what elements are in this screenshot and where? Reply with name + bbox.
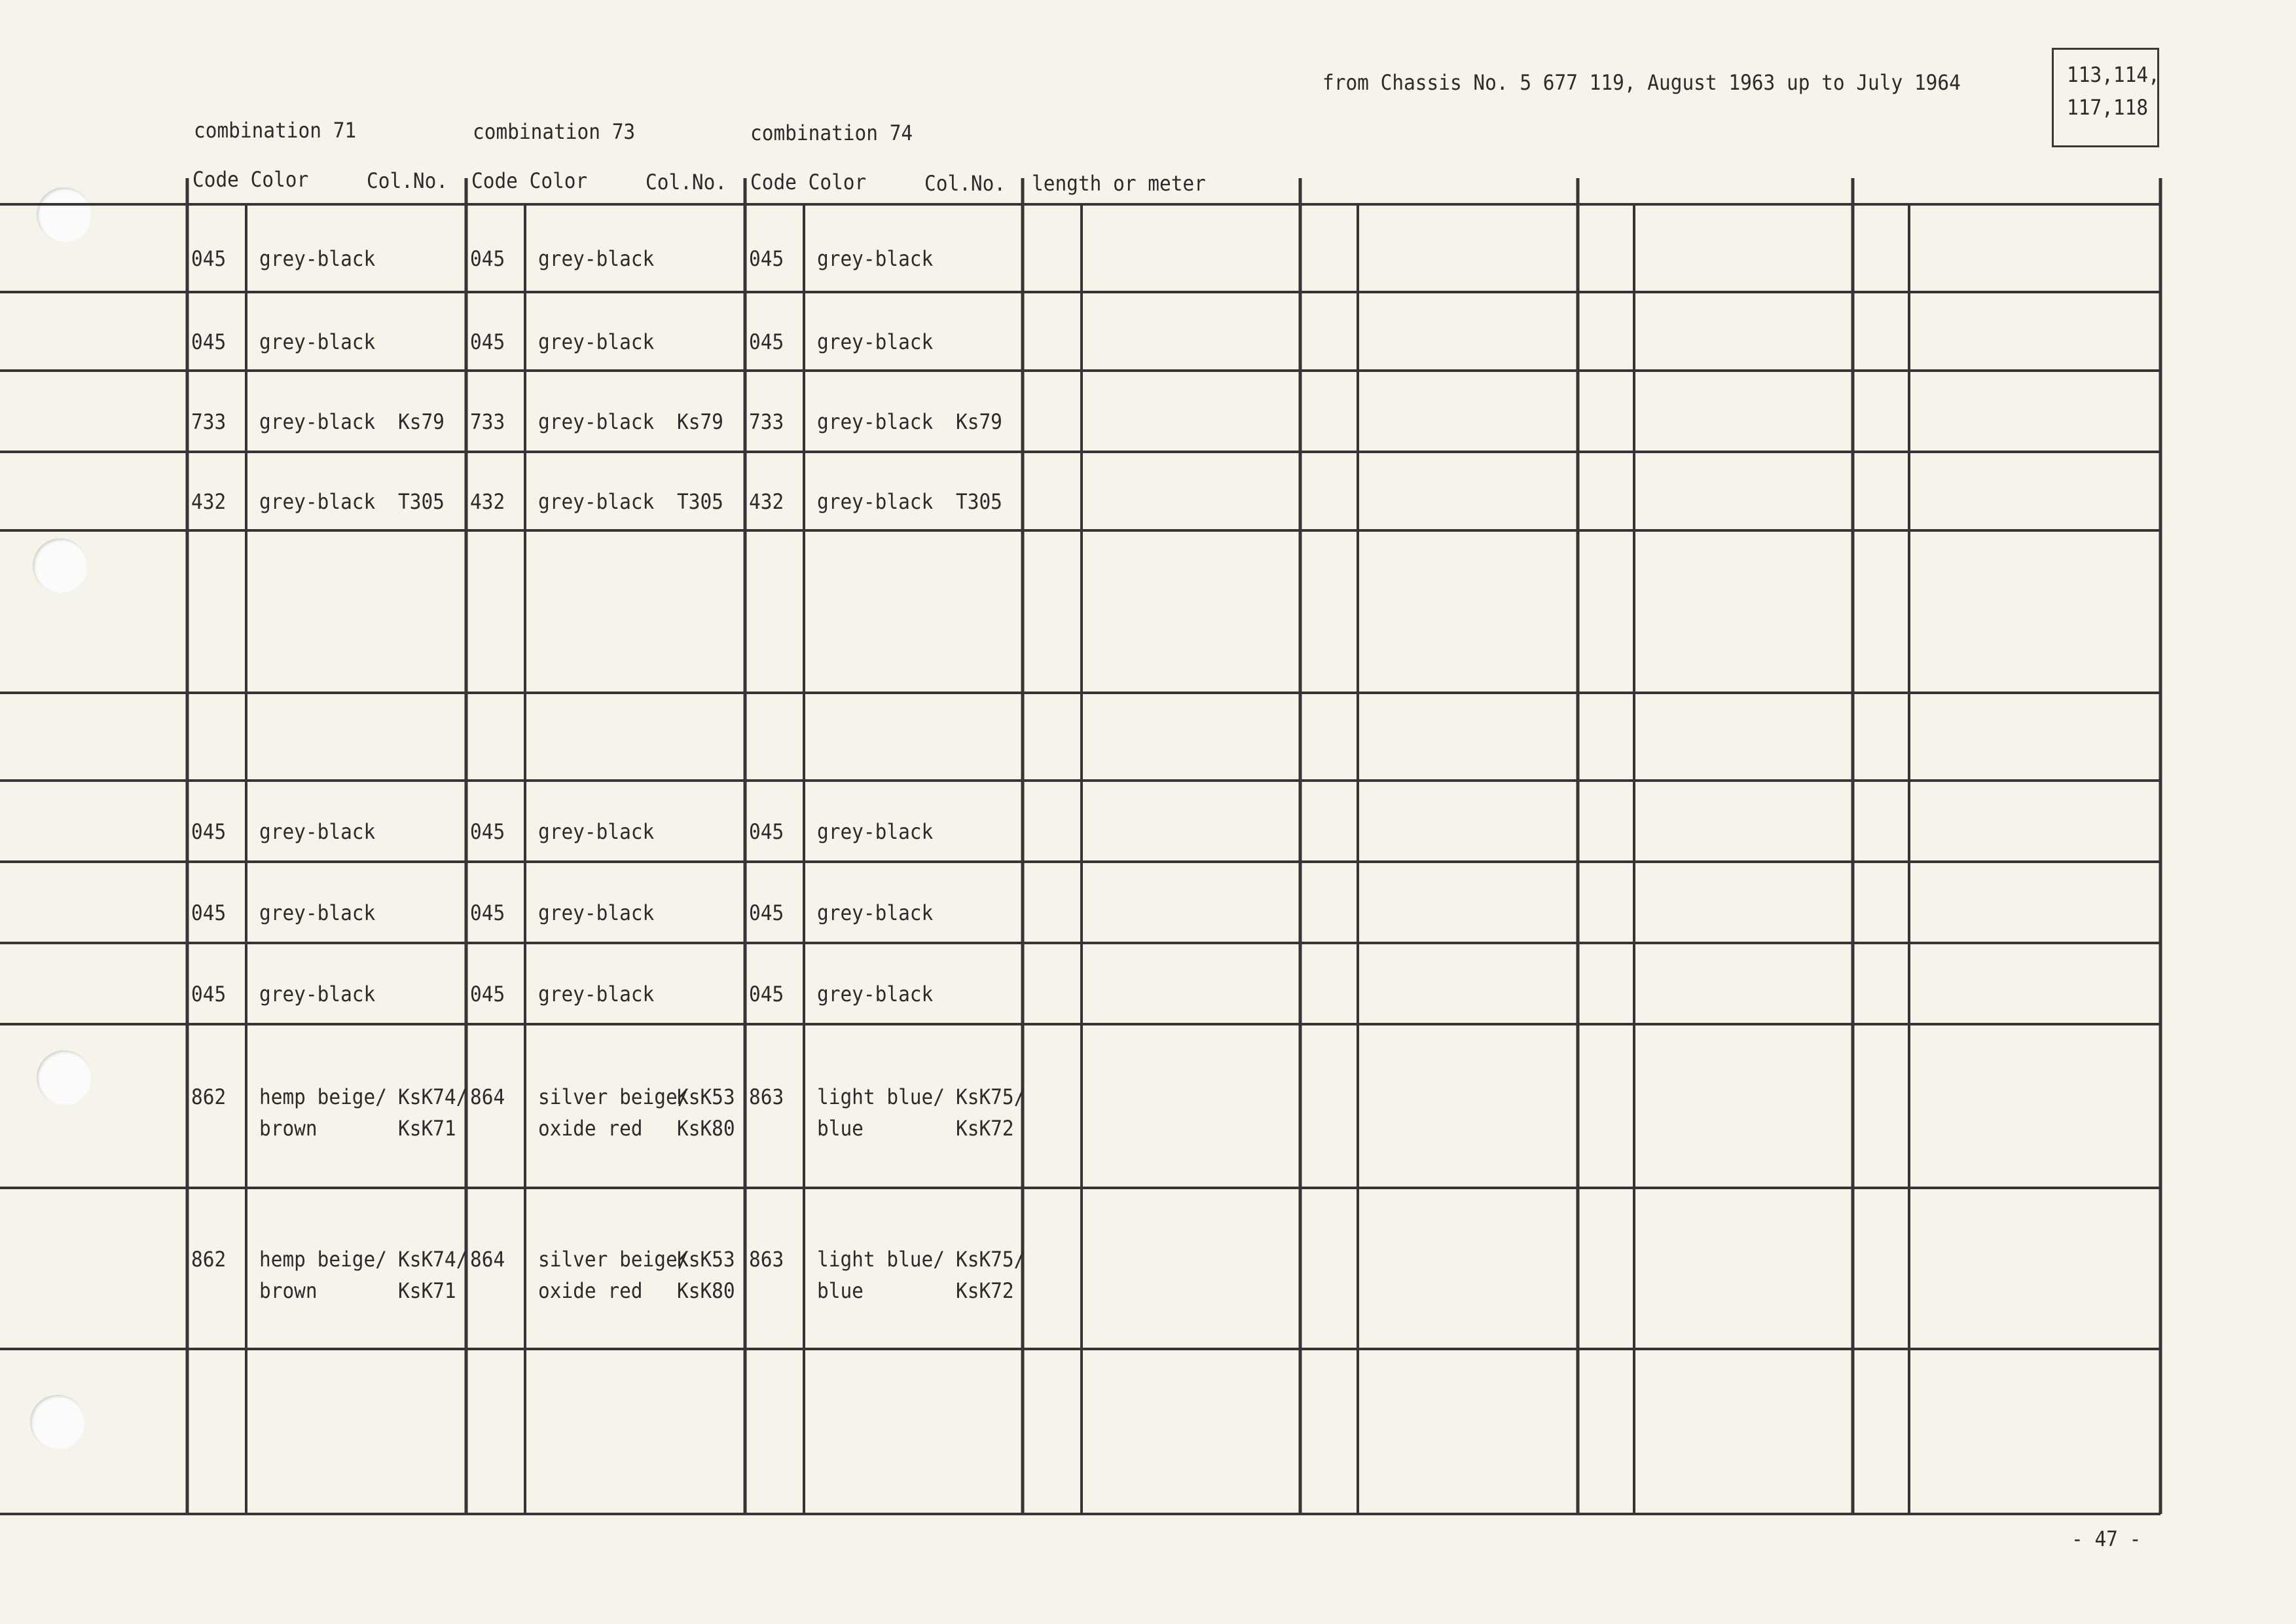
- cell-color: grey-black: [259, 489, 376, 514]
- cell-color-line2: blue: [817, 1116, 864, 1141]
- cell-colno-line2: KsK71: [398, 1116, 456, 1141]
- cell-code: 045: [191, 819, 227, 844]
- cell-color: hemp beige/: [259, 1247, 387, 1272]
- cell-color-line2: brown: [259, 1278, 318, 1303]
- cell-code: 432: [191, 489, 227, 514]
- cell-colno-line2: KsK80: [677, 1278, 735, 1303]
- cell-code: 045: [749, 246, 784, 271]
- cell-code: 045: [470, 246, 505, 271]
- cell-colno-line2: KsK72: [956, 1278, 1014, 1303]
- cell-color: silver beige/: [538, 1084, 689, 1109]
- cell-color-line2: blue: [817, 1278, 864, 1303]
- cell-code: 733: [749, 409, 784, 434]
- cell-color: grey-black: [538, 900, 655, 925]
- cell-color: grey-black: [817, 819, 934, 844]
- cell-code: 864: [470, 1084, 505, 1109]
- combination-73-label: combination 73: [473, 119, 636, 144]
- cell-colno-line2: KsK80: [677, 1116, 735, 1141]
- cell-colno: KsK75/: [956, 1247, 1026, 1272]
- cell-code: 045: [470, 819, 505, 844]
- cell-colno: Ks79: [956, 409, 1002, 434]
- cell-color: grey-black: [538, 819, 655, 844]
- cell-code: 045: [470, 982, 505, 1006]
- cell-code: 862: [191, 1247, 227, 1272]
- cell-color: grey-black: [817, 409, 934, 434]
- cell-code: 733: [191, 409, 227, 434]
- cell-code: 432: [749, 489, 784, 514]
- cell-color-line2: oxide red: [538, 1116, 643, 1141]
- cell-color: grey-black: [817, 329, 934, 354]
- header-code-color-1: Code Color: [192, 167, 309, 192]
- cell-code: 045: [749, 329, 784, 354]
- header-code-color-3: Code Color: [750, 170, 867, 194]
- cell-colno: T305: [956, 489, 1002, 514]
- cell-color: hemp beige/: [259, 1084, 387, 1109]
- cell-colno: Ks79: [677, 409, 723, 434]
- cell-colno-line2: KsK71: [398, 1278, 456, 1303]
- combination-71-label: combination 71: [194, 118, 357, 143]
- page-number: - 47 -: [2071, 1526, 2141, 1551]
- cell-color: grey-black: [259, 329, 376, 354]
- cell-color: grey-black: [538, 489, 655, 514]
- cell-color: grey-black: [538, 409, 655, 434]
- cell-color: grey-black: [538, 329, 655, 354]
- header-colno-2: Col.No.: [646, 170, 727, 194]
- cell-color: grey-black: [817, 900, 934, 925]
- cell-code: 045: [470, 900, 505, 925]
- cell-code: 045: [191, 329, 227, 354]
- cell-code: 432: [470, 489, 505, 514]
- cell-code: 733: [470, 409, 505, 434]
- header-colno-3: Col.No.: [924, 171, 1006, 196]
- cell-colno: T305: [677, 489, 723, 514]
- cell-color: grey-black: [817, 982, 934, 1006]
- cell-colno: KsK74/: [398, 1247, 468, 1272]
- reference-line-1: 113,114,: [2067, 62, 2160, 87]
- cell-code: 045: [470, 329, 505, 354]
- cell-colno: KsK53: [677, 1084, 735, 1109]
- cell-code: 045: [191, 900, 227, 925]
- cell-code: 045: [749, 819, 784, 844]
- chassis-range: from Chassis No. 5 677 119, August 1963 up to July 1964: [1322, 70, 1961, 95]
- cell-code: 864: [470, 1247, 505, 1272]
- cell-color-line2: brown: [259, 1116, 318, 1141]
- cell-colno: KsK74/: [398, 1084, 468, 1109]
- reference-box: [2052, 48, 2159, 147]
- cell-color: grey-black: [259, 900, 376, 925]
- cell-colno: Ks79: [398, 409, 445, 434]
- cell-colno: KsK75/: [956, 1084, 1026, 1109]
- cell-color: silver beige/: [538, 1247, 689, 1272]
- cell-code: 045: [191, 982, 227, 1006]
- cell-color: grey-black: [259, 982, 376, 1006]
- header-length: length or meter: [1032, 171, 1206, 196]
- cell-code: 045: [191, 246, 227, 271]
- reference-line-2: 117,118: [2067, 95, 2149, 120]
- cell-color: grey-black: [817, 489, 934, 514]
- cell-colno-line2: KsK72: [956, 1116, 1014, 1141]
- cell-code: 045: [749, 982, 784, 1006]
- cell-color: light blue/: [817, 1084, 945, 1109]
- cell-code: 862: [191, 1084, 227, 1109]
- cell-code: 863: [749, 1247, 784, 1272]
- cell-color: grey-black: [538, 246, 655, 271]
- cell-colno: T305: [398, 489, 445, 514]
- cell-color: grey-black: [538, 982, 655, 1006]
- cell-color: grey-black: [259, 819, 376, 844]
- cell-color: light blue/: [817, 1247, 945, 1272]
- cell-code: 045: [749, 900, 784, 925]
- cell-code: 863: [749, 1084, 784, 1109]
- cell-colno: KsK53: [677, 1247, 735, 1272]
- header-code-color-2: Code Color: [471, 168, 588, 193]
- cell-color: grey-black: [259, 409, 376, 434]
- cell-color: grey-black: [817, 246, 934, 271]
- cell-color-line2: oxide red: [538, 1278, 643, 1303]
- header-colno-1: Col.No.: [367, 168, 448, 193]
- combination-74-label: combination 74: [750, 120, 913, 145]
- cell-color: grey-black: [259, 246, 376, 271]
